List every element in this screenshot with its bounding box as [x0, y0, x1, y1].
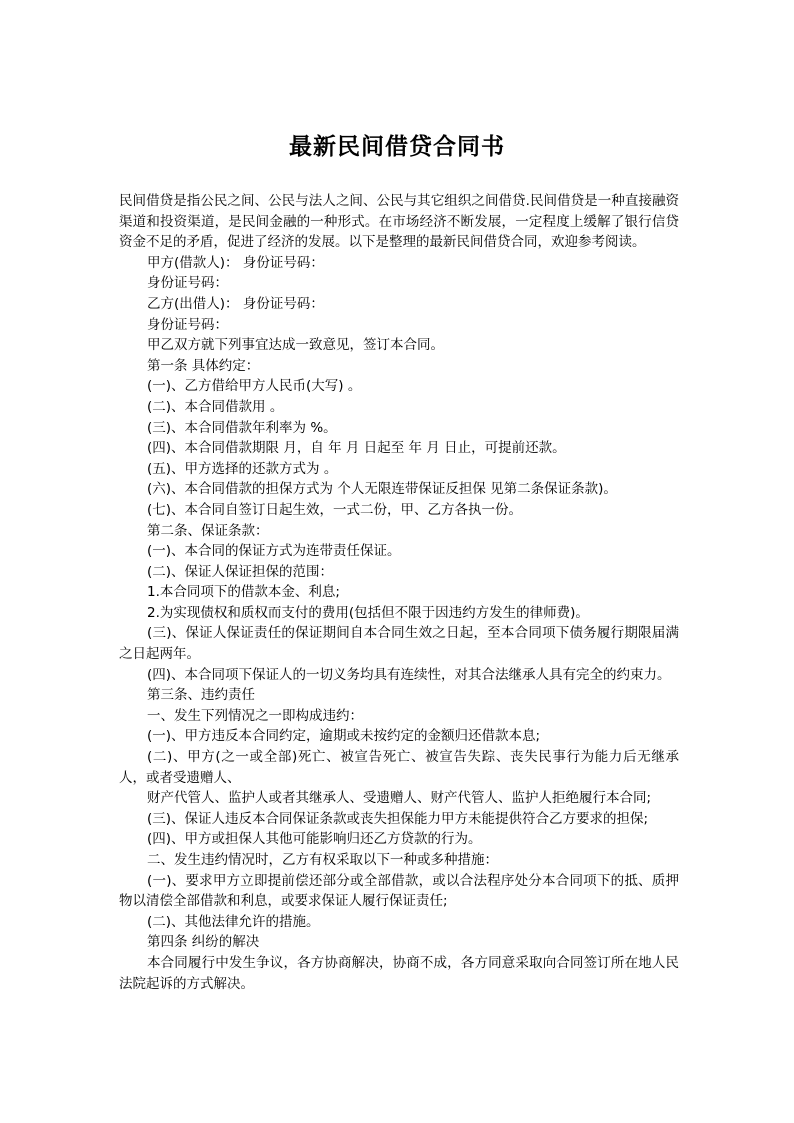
paragraph: (二)、保证人保证担保的范围：	[147, 563, 334, 580]
paragraph: (四)、甲方或担保人其他可能影响归还乙方贷款的行为。	[147, 831, 482, 848]
paragraph: 甲方(借款人)： 身份证号码：	[147, 254, 324, 271]
paragraph: (一)、要求甲方立即提前偿还部分或全部借款，或以合法程序处分本合同项下的抵、质押物以清偿全部借款和利息，或要求保证人履行保证责任;	[119, 872, 679, 910]
paragraph: 2.为实现债权和质权而支付的费用(包括但不限于因违约方发生的律师费)。	[147, 604, 589, 621]
paragraph: 乙方(出借人)： 身份证号码：	[147, 295, 324, 312]
paragraph: (一)、本合同的保证方式为连带责任保证。	[147, 543, 401, 560]
paragraph: (五)、甲方选择的还款方式为 。	[147, 460, 338, 477]
paragraph: 第四条 纠纷的解决	[147, 934, 260, 951]
paragraph: (一)、乙方借给甲方人民币(大写) 。	[147, 378, 362, 395]
paragraph: 财产代管人、监护人或者其继承人、受遗赠人、财产代管人、监护人拒绝履行本合同;	[147, 790, 652, 807]
paragraph: 二、发生违约情况时，乙方有权采取以下一种或多种措施：	[147, 852, 498, 868]
document-body	[119, 191, 679, 994]
paragraph: (二)、甲方(之一或全部)死亡、被宣告死亡、被宣告失踪、丧失民事行为能力后无继承人，或者受遗赠人、	[119, 749, 679, 786]
paragraph: (二)、本合同借款用 。	[147, 398, 284, 415]
paragraph: 民间借贷是指公民之间、公民与法人之间、公民与其它组织之间借贷.民间借贷是一种直接融资渠道和投资渠道，是民间金融的一种形式。在市场经济不断发展，一定程度上缓解了银行信贷资金不足的矛盾，促进了经济的发展。以下是整理的最新民间借贷合同，欢迎参考阅读。	[119, 193, 679, 251]
paragraph: (一)、甲方违反本合同约定，逾期或未按约定的金额归还借款本息;	[147, 728, 541, 745]
paragraph: 身份证号码：	[147, 275, 228, 292]
paragraph: (三)、本合同借款年利率为 %。	[147, 419, 337, 436]
paragraph: (四)、本合同借款期限 月，自 年 月 日起至 年 月 日止，可提前还款。	[147, 440, 566, 457]
paragraph: (四)、本合同项下保证人的一切义务均具有连续性，对其合法继承人具有完全的约束力。	[147, 666, 671, 683]
paragraph: 1.本合同项下的借款本金、利息;	[147, 584, 340, 601]
paragraph: (六)、本合同借款的担保方式为 个人无限连带保证反担保 见第二条保证条款)。	[147, 481, 617, 498]
paragraph: 第一条 具体约定：	[147, 357, 260, 374]
paragraph: 一、发生下列情况之一即构成违约：	[147, 707, 363, 724]
paragraph: 甲乙双方就下列事宜达成一致意见，签订本合同。	[147, 337, 444, 354]
paragraph: 第二条、保证条款：	[147, 522, 269, 539]
paragraph: 第三条、违约责任	[147, 687, 255, 704]
paragraph: (七)、本合同自签订日起生效，一式二份，甲、乙方各执一份。	[147, 501, 523, 518]
paragraph: (三)、保证人违反本合同保证条款或丧失担保能力甲方未能提供符合乙方要求的担保;	[147, 810, 649, 827]
paragraph: 本合同履行中发生争议，各方协商解决，协商不成，各方同意采取向合同签订所在地人民法院起诉的方式解决。	[119, 954, 679, 992]
paragraph: (二)、其他法律允许的措施。	[147, 913, 320, 930]
paragraph: (三)、保证人保证责任的保证期间自本合同生效之日起，至本合同项下债务履行期限届满之日起两年。	[119, 625, 679, 663]
paragraph: 身份证号码：	[147, 316, 228, 333]
document-title: 最新民间借贷合同书	[289, 133, 505, 160]
